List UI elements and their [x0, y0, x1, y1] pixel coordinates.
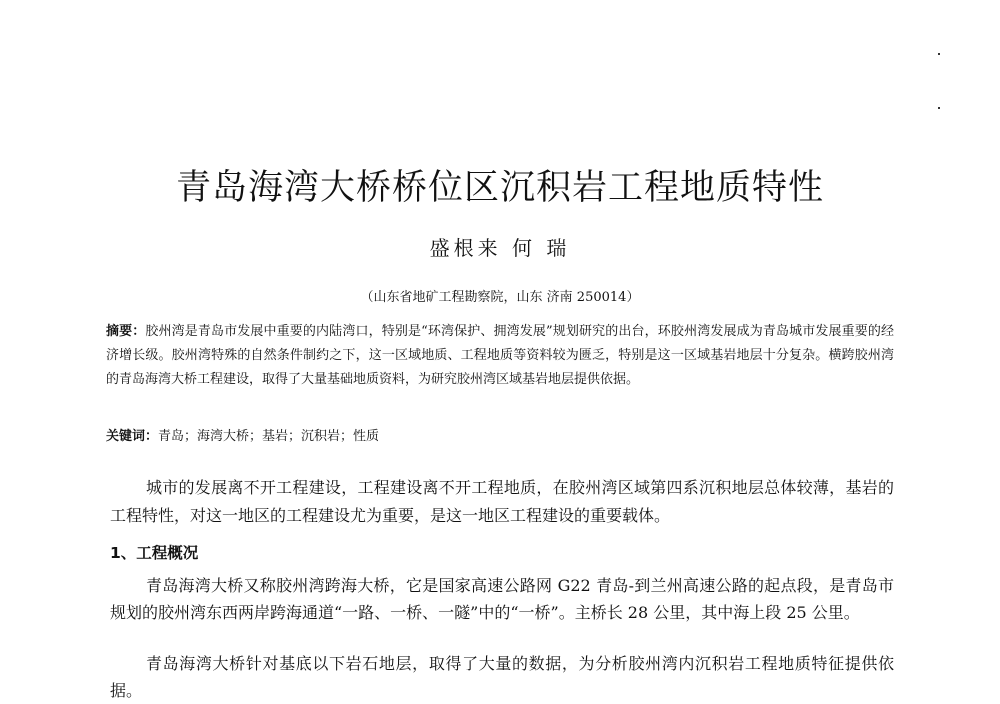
scan-speck: [938, 53, 940, 55]
section-paragraph: 青岛海湾大桥又称胶州湾跨海大桥，它是国家高速公路网 G22 青岛-到兰州高速公路的起点段，是青岛市规划的胶州湾东西两岸跨海通道“一路、一桥、一隧”中的“一桥”。主桥长 28 公里，其中海上段 25 公里。: [110, 576, 894, 622]
paper-affiliation: （山东省地矿工程勘察院，山东 济南 250014）: [360, 290, 640, 305]
keywords-label: 关键词：: [106, 429, 159, 444]
paper-authors: 盛根来 何 瑞: [429, 236, 571, 260]
scan-speck: [938, 107, 940, 109]
abstract-label: 摘要：: [106, 324, 146, 339]
paper-title: 青岛海湾大桥桥位区沉积岩工程地质特性: [175, 168, 824, 208]
abstract-text: 胶州湾是青岛市发展中重要的内陆湾口，特别是“环湾保护、拥湾发展”规划研究的出台，环胶州湾发展成为青岛城市发展重要的经济增长级。胶州湾特殊的自然条件制约之下，这一区域地质、工程地质等资料较为匮乏，特别是这一区域基岩地层十分复杂。横跨胶州湾的青岛海湾大桥工程建设，取得了大量基础地质资料，为研究胶州湾区域基岩地层提供依据。: [106, 324, 894, 387]
keywords-text: 青岛；海湾大桥；基岩；沉积岩；性质: [158, 429, 380, 444]
keywords: [106, 426, 894, 448]
section-heading: 1、工程概况: [110, 544, 199, 562]
intro-paragraph: 城市的发展离不开工程建设，工程建设离不开工程地质，在胶州湾区域第四系沉积地层总体较薄，基岩的工程特性，对这一地区的工程建设尤为重要，是这一地区工程建设的重要载体。: [110, 478, 894, 525]
abstract: [106, 320, 894, 392]
section-paragraph: 青岛海湾大桥针对基底以下岩石地层，取得了大量的数据，为分析胶州湾内沉积岩工程地质特征提供依据。: [110, 654, 894, 700]
